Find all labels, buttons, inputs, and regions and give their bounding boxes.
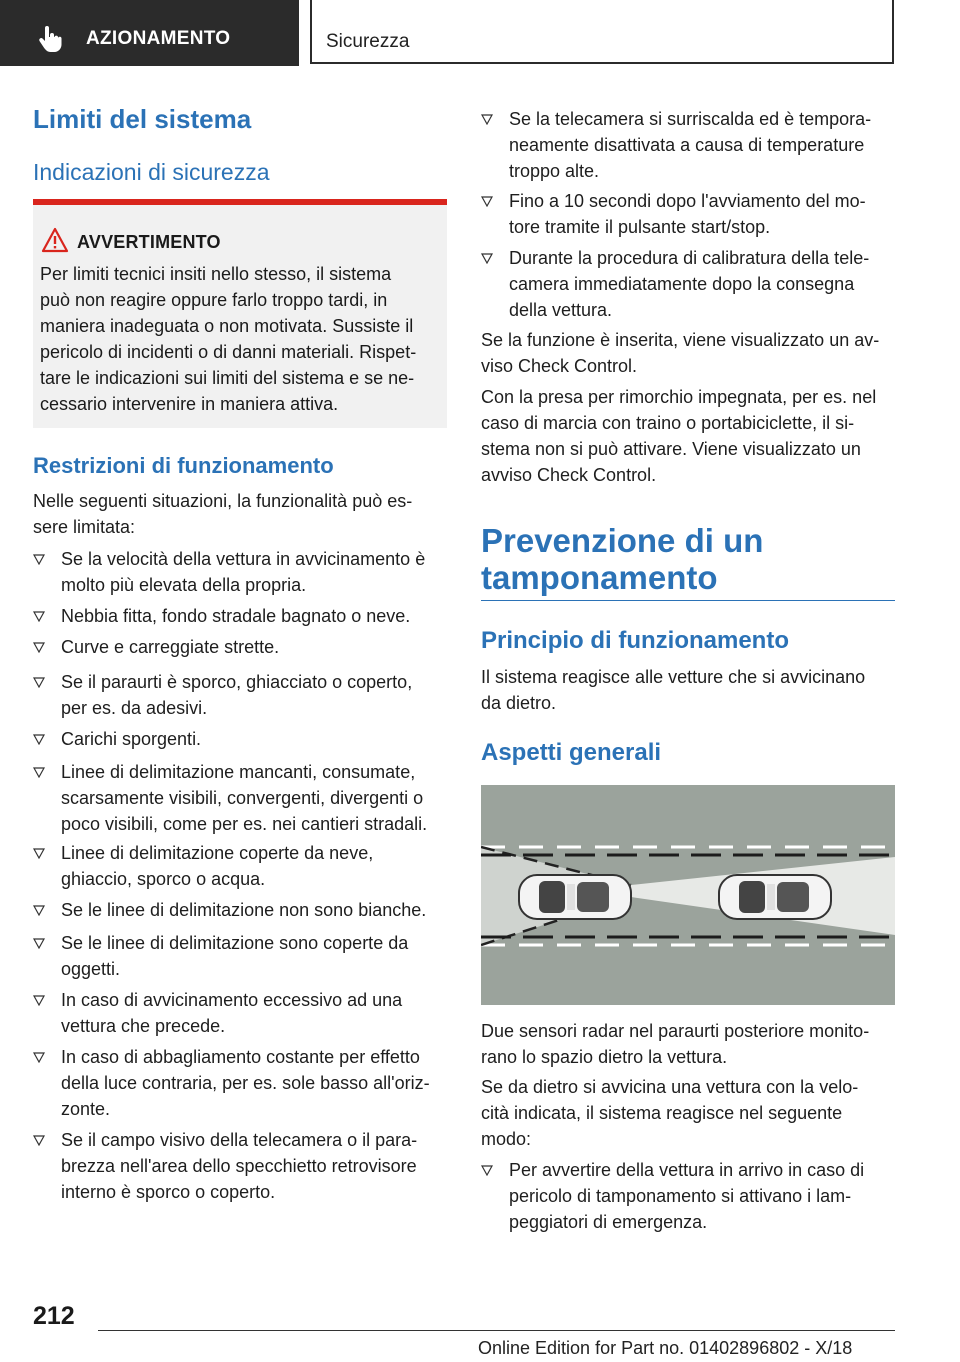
bullet-triangle-icon: [33, 677, 45, 688]
bullet-triangle-icon: [33, 734, 45, 745]
front-car-icon: [719, 875, 831, 919]
warning-title: AVVERTIMENTO: [77, 232, 221, 252]
bullet-triangle-icon: [481, 196, 493, 207]
warning-text: Per limiti tecnici insiti nello stesso, il sistema può non reagire oppure farlo troppo tardi, in maniera inadeguata o non motivata. Sussiste il pericolo di incidenti o di danni materiali. Rispet- tare le indicazioni sui limiti del sistema e se ne- cessario intervenire in maniera attiva.: [40, 264, 417, 414]
page-number: 212: [33, 1302, 75, 1330]
heading-system-limits: Limiti del sistema: [33, 104, 252, 134]
heading-general: Aspetti generali: [481, 739, 662, 766]
paragraph-trailer: Con la presa per rimorchio impegnata, per es. nel caso di marcia con traino o portabiciclette, il si- stema non si può attivare. Viene visualizzato un avviso Check Control.: [481, 387, 877, 485]
section-title: Sicurezza: [326, 31, 410, 52]
heading-principle: Principio di funzionamento: [481, 627, 789, 654]
bullet-triangle-icon: [33, 611, 45, 622]
bullet-triangle-icon: [33, 905, 45, 916]
bullet-triangle-icon: [33, 642, 45, 653]
heading-rear-collision: Prevenzione di un tamponamento: [481, 522, 764, 596]
bullet-triangle-icon: [481, 1165, 493, 1176]
bullet-triangle-icon: [33, 1135, 45, 1146]
footer-edition: Online Edition for Part no. 01402896802 - X/18: [478, 1338, 853, 1358]
bullet-triangle-icon: [33, 848, 45, 859]
warning-triangle-icon: [41, 227, 69, 253]
bullet-triangle-icon: [33, 1052, 45, 1063]
bullet-triangle-icon: [33, 554, 45, 565]
warning-box: [33, 199, 447, 428]
hand-pointer-icon: [38, 26, 62, 52]
radar-illustration: [481, 785, 895, 1005]
chapter-title: AZIONAMENTO: [86, 28, 231, 49]
restrictions-intro: Nelle seguenti situazioni, la funzionalità può es- sere limitata:: [33, 491, 413, 537]
heading-rule: [481, 600, 895, 601]
heading-restrictions: Restrizioni di funzionamento: [33, 453, 334, 478]
heading-safety-notes: Indicazioni di sicurezza: [33, 159, 270, 185]
bullet-triangle-icon: [481, 114, 493, 125]
chapter-tab[interactable]: [0, 0, 299, 66]
bullet-triangle-icon: [33, 938, 45, 949]
paragraph-approach: Se da dietro si avvicina una vettura con la velo- cità indicata, il sistema reagisce nel seguente modo:: [481, 1077, 859, 1149]
bullet-triangle-icon: [33, 767, 45, 778]
footer-rule: [98, 1330, 895, 1331]
bullet-triangle-icon: [481, 253, 493, 264]
bullet-triangle-icon: [33, 995, 45, 1006]
paragraph-principle: Il sistema reagisce alle vetture che si avvicinano da dietro.: [481, 667, 866, 713]
paragraph-radar: Due sensori radar nel paraurti posteriore monito- rano lo spazio dietro la vettura.: [481, 1021, 870, 1067]
section-tab[interactable]: [310, 0, 894, 64]
rear-car-icon: [519, 875, 631, 919]
paragraph-check-control: Se la funzione è inserita, viene visualizzato un av- viso Check Control.: [481, 330, 880, 376]
